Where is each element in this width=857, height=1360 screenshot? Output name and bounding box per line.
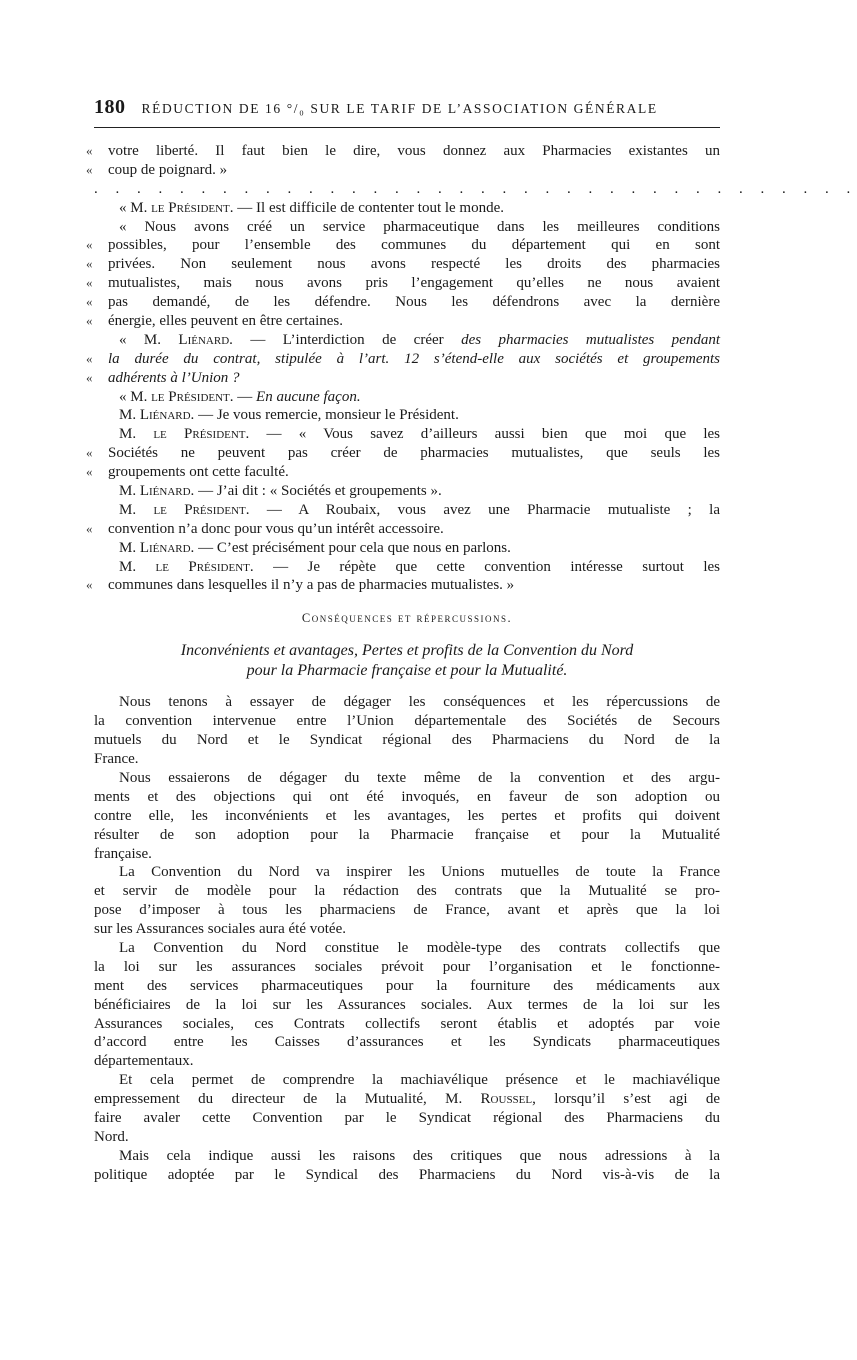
page-body bbox=[86, 142, 857, 1185]
text-line: M. le Président. — « Vous savez d’ailleurs aussi bien que moi que les bbox=[119, 426, 721, 443]
text-line: « possibles, pour l’ensemble des communes du département qui en sont bbox=[86, 237, 720, 254]
text-line: « coup de poignard. » bbox=[86, 161, 228, 178]
text-line: la convention intervenue entre l’Union départementale des Sociétés de Secours bbox=[94, 713, 720, 730]
speaker: M. le Président. bbox=[130, 199, 234, 216]
text-line: d’accord entre les Caisses d’assurances et les Syndicats pharmaceutiques bbox=[94, 1034, 720, 1051]
text-line: ment des services pharmaceutiques pour la fourniture des médicaments aux bbox=[94, 977, 720, 994]
text-line: « M. le Président. — En aucune façon. bbox=[119, 388, 361, 405]
text-line: « convention n’a donc pour vous qu’un intérêt accessoire. bbox=[86, 520, 444, 537]
speaker: M. le Président. bbox=[119, 501, 250, 518]
text-line: « votre liberté. Il faut bien le dire, vous donnez aux Pharmacies existantes un bbox=[86, 143, 720, 159]
text-line: la loi sur les assurances sociales prévoit pour l’organisation et le fonctionne- bbox=[94, 958, 720, 975]
text-line: faire avaler cette Convention par le Syndicat régional des Pharmaciens du bbox=[94, 1109, 720, 1126]
text-line: Assurances sociales, ces Contrats collectifs seront établis et adoptés par voie bbox=[94, 1015, 720, 1032]
text-line: ments et des objections qui ont été invoqués, en faveur de son adoption ou bbox=[94, 788, 720, 805]
text-line: M. Liénard. — C’est précisément pour cela que nous en parlons. bbox=[119, 539, 511, 556]
text-line: La Convention du Nord va inspirer les Unions mutuelles de toute la France bbox=[119, 864, 720, 881]
speaker: M. le Président. bbox=[119, 558, 254, 575]
text-line: France. bbox=[94, 751, 139, 768]
text-line: « communes dans lesquelles il n’y a pas de pharmacies mutualistes. » bbox=[86, 577, 515, 594]
speaker: M. Liénard. bbox=[143, 331, 233, 348]
text-line: M. le Président. — A Roubaix, vous avez une Pharmacie mutualiste ; la bbox=[119, 501, 720, 518]
section-subtitle: Inconvénients et avantages, Pertes et profits de la Convention du Nord pour la Pharmacie française et pour la Mutualité. bbox=[180, 642, 634, 680]
text-line: « privées. Non seulement nous avons respecté les droits des pharmacies bbox=[86, 256, 720, 273]
text-line: empressement du directeur de la Mutualité, M. Roussel, lorsqu’il s’est agi de bbox=[94, 1091, 720, 1108]
text-line: mutuels du Nord et le Syndicat régional des Pharmaciens du Nord de la bbox=[94, 732, 720, 749]
text-line: « groupements ont cette faculté. bbox=[86, 464, 289, 481]
text-line: française. bbox=[94, 845, 152, 862]
text-line: « M. Liénard. — L’interdiction de créer des pharmacies mutualistes pendant bbox=[119, 331, 720, 348]
text-line: M. Liénard. — Je vous remercie, monsieur le Président. bbox=[119, 407, 459, 424]
text-line: La Convention du Nord constitue le modèle-type des contrats collectifs que bbox=[119, 939, 720, 956]
speaker: M. Liénard. bbox=[119, 407, 195, 424]
text-line: « Sociétés ne peuvent pas créer de pharmacies mutualistes, que seuls les bbox=[86, 445, 720, 462]
text-line: et servir de modèle pour la rédaction des contrats que la Mutualité se pro- bbox=[94, 883, 720, 900]
text-line: « énergie, elles peuvent en être certaines. bbox=[86, 313, 344, 330]
speaker: M. Liénard. bbox=[119, 539, 195, 556]
text-line: contre elle, les inconvénients et les avantages, les pertes et profits qui doivent bbox=[94, 807, 720, 824]
header-rule bbox=[94, 127, 720, 128]
text-line: « pas demandé, de les défendre. Nous les défendrons avec la dernière bbox=[86, 294, 720, 311]
page-number: 180 bbox=[94, 96, 126, 118]
speaker: M. le Président. bbox=[130, 388, 234, 405]
section-heading: Conséquences et répercussions. bbox=[301, 611, 513, 626]
quote-mark: « bbox=[86, 161, 93, 177]
text-line: Nord. bbox=[94, 1128, 129, 1145]
text-line: Nous tenons à essayer de dégager les conséquences et les répercussions de bbox=[119, 694, 720, 711]
text-line: pose d’imposer à tous les pharmaciens de France, avant et après que la loi bbox=[94, 902, 720, 919]
text-line: Mais cela indique aussi les raisons des critiques que nous adressions à la bbox=[119, 1147, 720, 1164]
page-header bbox=[94, 96, 720, 119]
ellipsis-row: . . . . . . . . . . . . . . . . . . . . . . . . . . . . . . . . . . . . bbox=[94, 180, 857, 197]
speaker: M. le Président. bbox=[119, 426, 250, 443]
text-line: Nous essaierons de dégager du texte même de la convention et des argu- bbox=[119, 769, 720, 786]
running-title: RÉDUCTION DE 16 °/₀ SUR LE TARIF DE L’ASSOCIATION GÉNÉRALE bbox=[141, 101, 658, 116]
text-line: bénéficiaires de la loi sur les Assurances sociales. Aux termes de la loi sur les bbox=[94, 996, 720, 1013]
text-line: résulter de son adoption pour la Pharmacie française et pour la Mutualité bbox=[94, 826, 720, 843]
text-line: « Nous avons créé un service pharmaceutique dans les meilleures conditions bbox=[119, 218, 720, 235]
text-line: Et cela permet de comprendre la machiavélique présence et le machiavélique bbox=[119, 1072, 720, 1089]
text-line: sur les Assurances sociales aura été votée. bbox=[94, 921, 346, 938]
text-line: « adhérents à l’Union ? bbox=[86, 369, 240, 386]
speaker: M. Liénard. bbox=[119, 483, 195, 500]
text-line: départementaux. bbox=[94, 1053, 194, 1070]
text-line: « M. le Président. — Il est difficile de contenter tout le monde. bbox=[119, 199, 505, 216]
text-line: « la durée du contrat, stipulée à l’art. 12 s’étend-elle aux sociétés et groupements bbox=[86, 350, 720, 367]
text-line: politique adoptée par le Syndical des Pharmaciens du Nord vis-à-vis de la bbox=[94, 1166, 720, 1183]
quote-mark: « bbox=[86, 143, 93, 158]
text-line: « mutualistes, mais nous avons pris l’engagement qu’elles ne nous avaient bbox=[86, 275, 720, 292]
text-line: M. le Président. — Je répète que cette convention intéresse surtout les bbox=[119, 558, 721, 575]
text-line: M. Liénard. — J’ai dit : « Sociétés et groupements ». bbox=[119, 483, 442, 500]
person-name: Roussel bbox=[480, 1091, 533, 1108]
